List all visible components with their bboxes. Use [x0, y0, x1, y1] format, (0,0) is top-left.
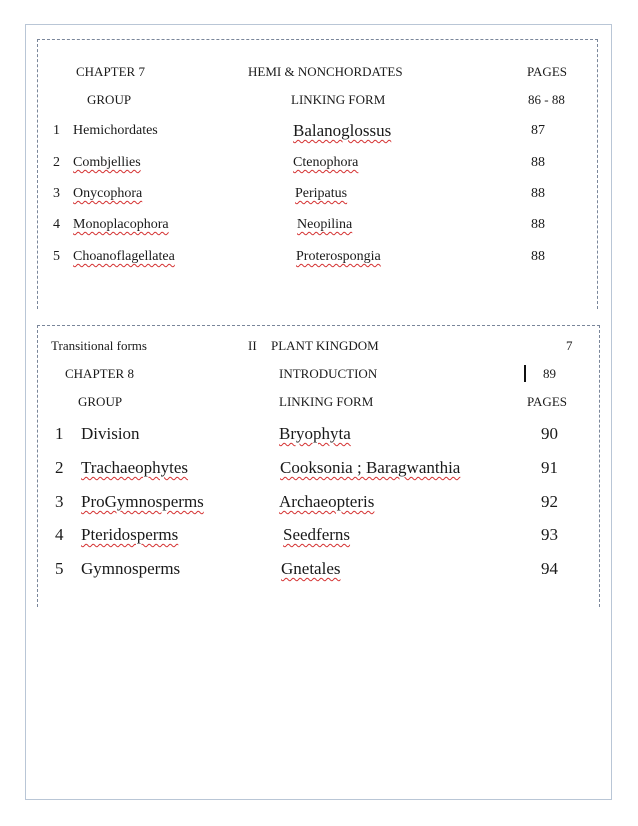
page-number: 88 [531, 155, 545, 170]
row-number: 2 [53, 155, 60, 170]
row-number: 5 [55, 559, 64, 578]
chapter8-page: 89 [543, 366, 556, 381]
row-number: 4 [55, 525, 64, 544]
group-name: Pteridosperms [81, 525, 179, 544]
linking-form-name: Seedferns [283, 525, 351, 544]
group-name: Combjellies [73, 155, 141, 170]
chapter7-title: HEMI & NONCHORDATES [248, 64, 403, 79]
linking-form-name: Balanoglossus [293, 121, 392, 140]
group-name: Choanoflagellatea [73, 249, 175, 264]
page-number: 87 [531, 123, 545, 138]
linking-form-name: Peripatus [295, 186, 348, 201]
row-number: 3 [53, 186, 60, 201]
text-cursor [524, 365, 526, 382]
page-number: 93 [541, 525, 558, 544]
linking-form-name: Archaeopteris [279, 492, 375, 511]
group-name: Division [81, 424, 140, 443]
linking-form-name: Bryophyta [279, 424, 351, 443]
linking-form-name: Proterospongia [296, 249, 381, 264]
page-number: 91 [541, 458, 558, 477]
page-number: 88 [531, 186, 545, 201]
pages-header: PAGES [527, 394, 567, 409]
chapter8-title: INTRODUCTION [279, 366, 378, 381]
part-page-number: 7 [566, 338, 573, 353]
page-range: 86 - 88 [528, 92, 565, 107]
plant-kingdom-title: PLANT KINGDOM [271, 338, 379, 353]
linking-form-header: LINKING FORM [291, 92, 386, 107]
group-header: GROUP [87, 92, 132, 107]
group-header: GROUP [78, 394, 123, 409]
transitional-forms-label: Transitional forms [51, 338, 147, 353]
linking-form-name: Gnetales [281, 559, 341, 578]
group-name: ProGymnosperms [81, 492, 204, 511]
group-name: Trachaeophytes [81, 458, 189, 477]
page-number: 88 [531, 217, 545, 232]
row-number: 4 [53, 217, 60, 232]
page-number: 94 [541, 559, 558, 578]
group-name: Monoplacophora [73, 217, 169, 232]
linking-form-header: LINKING FORM [279, 394, 374, 409]
chapter8-label: CHAPTER 8 [65, 366, 134, 381]
linking-form-name: Neopilina [297, 217, 353, 232]
group-name: Gymnosperms [81, 559, 181, 578]
linking-form-name: Cooksonia ; Baragwanthia [280, 458, 461, 477]
row-number: 1 [53, 123, 60, 138]
page-number: 88 [531, 249, 545, 264]
page-number: 92 [541, 492, 558, 511]
part-numeral: II [248, 338, 257, 353]
row-number: 5 [53, 249, 60, 264]
linking-form-name: Ctenophora [293, 155, 359, 170]
row-number: 2 [55, 458, 64, 477]
group-name: Onycophora [73, 186, 143, 201]
group-name: Hemichordates [73, 123, 158, 138]
pages-header: PAGES [527, 64, 567, 79]
row-number: 3 [55, 492, 64, 511]
chapter7-label: CHAPTER 7 [76, 64, 145, 79]
page-number: 90 [541, 424, 558, 443]
row-number: 1 [55, 424, 64, 443]
